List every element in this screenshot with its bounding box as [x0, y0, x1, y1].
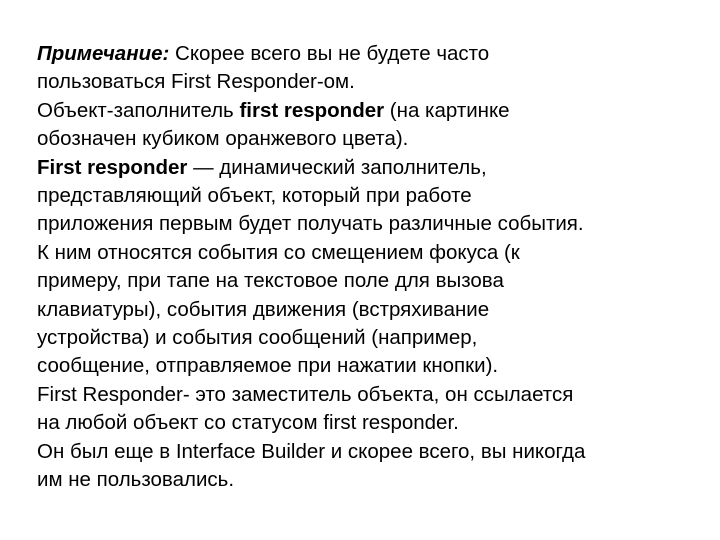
first-responder-term: first responder — [239, 98, 385, 122]
object-desc-line-1 — [37, 97, 707, 125]
body-text — [37, 40, 707, 495]
proxy-line: First Responder- это заместитель объекта, он ссылается — [37, 382, 574, 406]
note-line-2: пользоваться First Responder-ом. — [37, 70, 355, 94]
object-desc-line-2: обозначен кубиком оранжевого цвета). — [37, 127, 409, 151]
object-desc-suffix: (на картинке — [384, 98, 510, 122]
closing-line: им не пользовались. — [37, 468, 235, 492]
definition-line: К ним относятся события со смещением фокуса (к — [37, 240, 520, 264]
definition-line: примеру, при тапе на текстовое поле для вызова — [37, 269, 504, 293]
object-desc-prefix: Объект-заполнитель — [37, 98, 240, 122]
definition-text: — динамический заполнитель, — [187, 155, 487, 179]
definition-line: клавиатуры), события движения (встряхивание — [37, 297, 490, 321]
definition-line: представляющий объект, который при работе — [37, 184, 472, 208]
closing-line: Он был еще в Interface Builder и скорее всего, вы никогда — [37, 439, 586, 463]
proxy-line: на любой объект со статусом first responder. — [37, 411, 459, 435]
definition-line-1 — [37, 154, 707, 182]
definition-term: First responder — [37, 155, 188, 179]
note-line-1 — [37, 40, 707, 68]
definition-line: сообщение, отправляемое при нажатии кнопки). — [37, 354, 499, 378]
definition-line: устройства) и события сообщений (например, — [37, 326, 478, 350]
definition-line: приложения первым будет получать различные события. — [37, 212, 584, 236]
note-label: Примечание: — [37, 42, 170, 65]
note-text: Скорее всего вы не будете часто — [169, 42, 490, 65]
